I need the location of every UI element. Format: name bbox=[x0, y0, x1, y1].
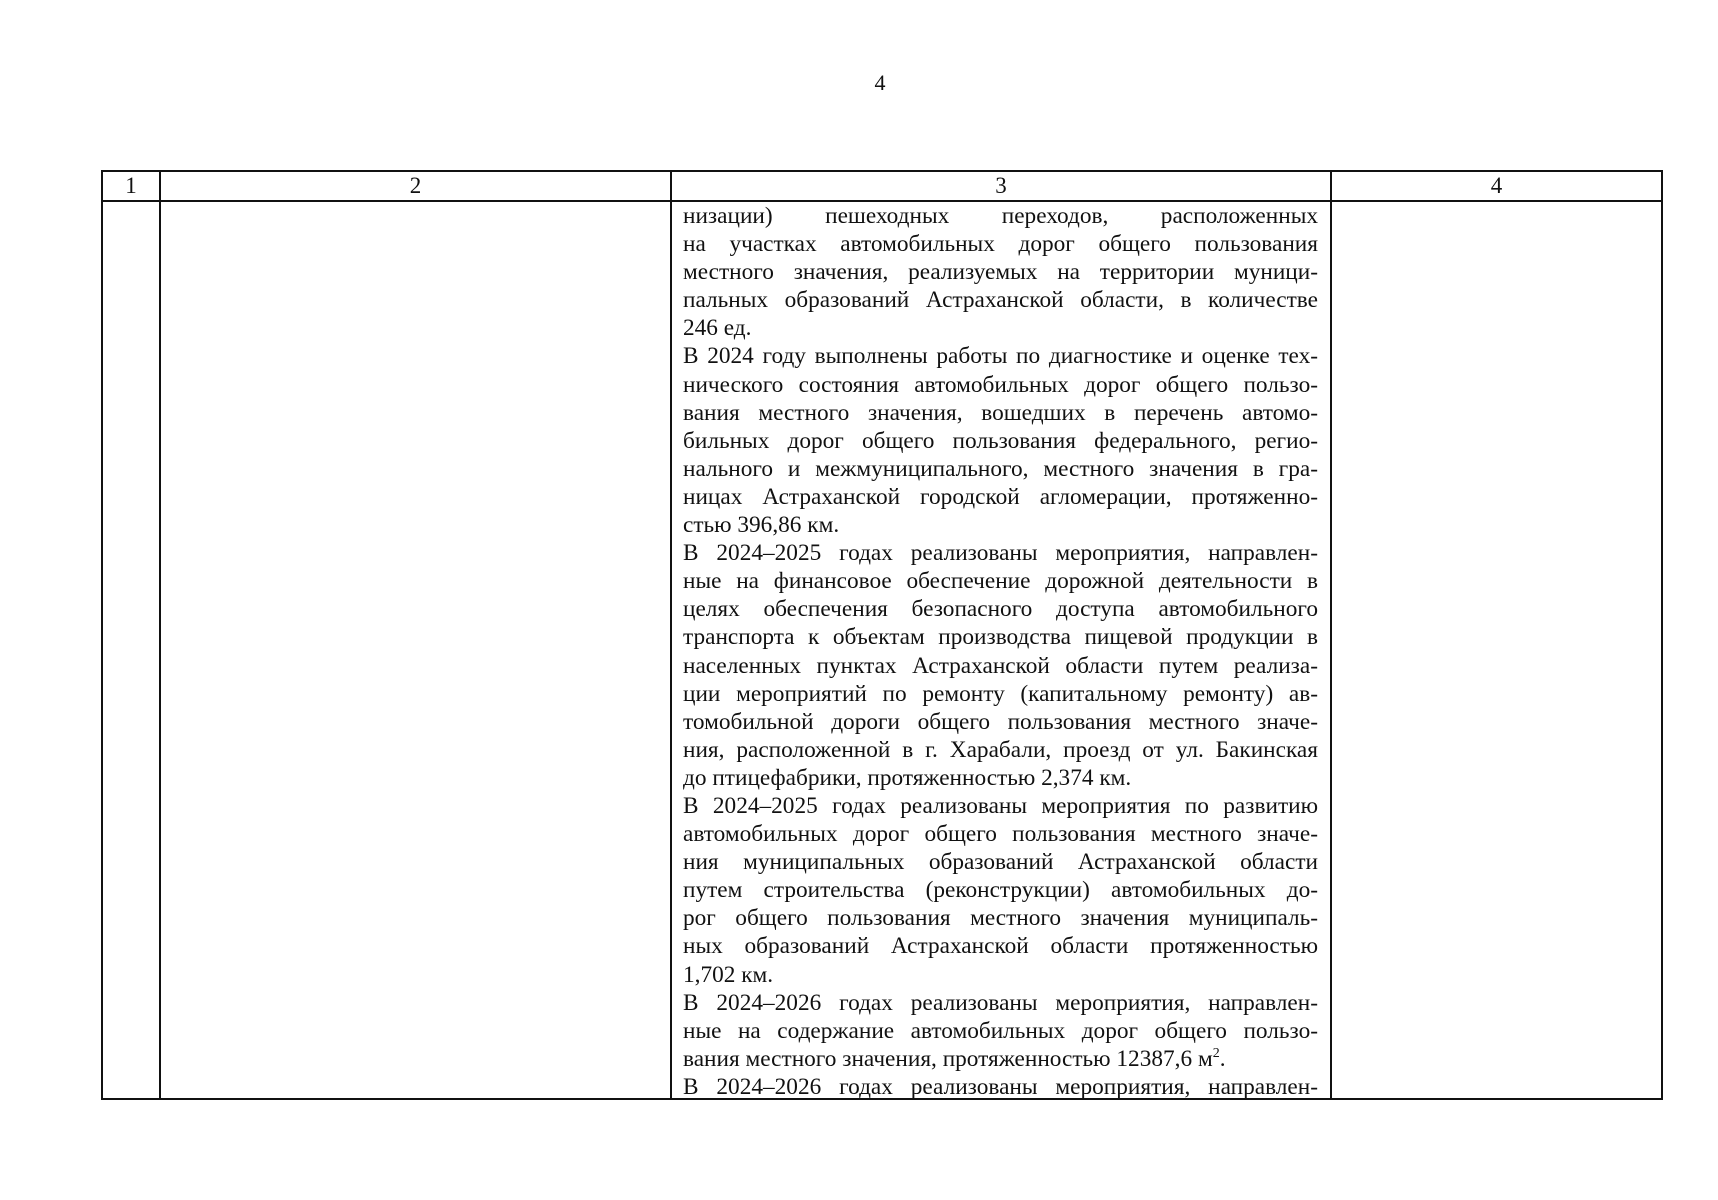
text-line-content: населенных пунктах Астраханской области путем реализа- bbox=[683, 652, 1318, 679]
text-line bbox=[683, 961, 1318, 989]
text-line bbox=[683, 764, 1318, 792]
text-line bbox=[683, 708, 1318, 736]
column-header-1: 1 bbox=[103, 172, 161, 202]
text-line-content: бильных дорог общего пользования федерального, регио- bbox=[683, 427, 1318, 454]
text-line-content: местного значения, реализуемых на территории муници- bbox=[683, 259, 1318, 286]
text-line bbox=[683, 511, 1318, 539]
text-line-content: рог общего пользования местного значения муниципаль- bbox=[683, 905, 1318, 932]
text-line-content: на участках автомобильных дорог общего пользования bbox=[683, 231, 1318, 258]
text-line bbox=[683, 399, 1318, 427]
text-line-content: ные на финансовое обеспечение дорожной деятельности в bbox=[683, 568, 1318, 595]
text-line bbox=[683, 371, 1318, 399]
text-line bbox=[683, 904, 1318, 932]
text-line-content: 246 ед. bbox=[683, 315, 752, 342]
text-line-content: 1,702 км. bbox=[683, 961, 774, 988]
superscript: 2 bbox=[1212, 1046, 1220, 1062]
text-line-content: ции мероприятий по ремонту (капитальному ремонту) ав- bbox=[683, 680, 1318, 707]
trailing-punctuation: . bbox=[1219, 1045, 1226, 1072]
text-line bbox=[683, 483, 1318, 511]
text-line bbox=[683, 876, 1318, 904]
text-word: низации) bbox=[683, 203, 773, 229]
text-line-content: В 2024 году выполнены работы по диагностике и оценке тех- bbox=[683, 343, 1318, 370]
text-line bbox=[683, 455, 1318, 483]
text-line bbox=[683, 1045, 1318, 1073]
text-word: расположенных bbox=[1160, 203, 1318, 229]
text-line bbox=[683, 427, 1318, 455]
text-line bbox=[683, 680, 1318, 708]
text-line-content: вания местного значения, протяженностью 12387,6 м bbox=[683, 1045, 1213, 1072]
text-line bbox=[683, 314, 1318, 342]
text-line bbox=[683, 595, 1318, 623]
text-line-content: вания местного значения, вошедших в перечень автомо- bbox=[683, 399, 1318, 426]
text-word: пешеходных bbox=[825, 203, 950, 229]
text-line-content: нического состояния автомобильных дорог общего пользо- bbox=[683, 371, 1318, 398]
text-line bbox=[683, 932, 1318, 960]
text-line bbox=[683, 258, 1318, 286]
page-number: 4 bbox=[874, 70, 886, 95]
column-3-text-cell bbox=[672, 202, 1332, 1098]
text-line-content: ных образований Астраханской области протяженностью bbox=[683, 933, 1318, 960]
column-1-cell bbox=[103, 202, 161, 1098]
text-line-content: автомобильных дорог общего пользования местного значе- bbox=[683, 821, 1318, 848]
text-line-content: томобильной дороги общего пользования местного значе- bbox=[683, 708, 1318, 735]
text-line bbox=[683, 989, 1318, 1017]
text-line bbox=[683, 1017, 1318, 1045]
column-header-4: 4 bbox=[1332, 172, 1661, 202]
text-line bbox=[683, 567, 1318, 595]
text-line bbox=[683, 1073, 1318, 1098]
text-line bbox=[683, 342, 1318, 370]
text-line-content: путем строительства (реконструкции) автомобильных до- bbox=[683, 877, 1318, 904]
column-2-cell bbox=[161, 202, 672, 1098]
text-line-content: нального и межмуниципального, местного значения в гра- bbox=[683, 455, 1318, 482]
text-line bbox=[683, 652, 1318, 680]
text-line-content: ния муниципальных образований Астраханской области bbox=[683, 849, 1318, 876]
text-line bbox=[683, 792, 1318, 820]
text-line-content: В 2024–2025 годах реализованы мероприятия по развитию bbox=[683, 792, 1318, 819]
text-line bbox=[683, 230, 1318, 258]
document-table bbox=[101, 170, 1663, 1100]
column-header-3: 3 bbox=[672, 172, 1332, 202]
text-line-content: стью 396,86 км. bbox=[683, 512, 840, 539]
text-line-content: целях обеспечения безопасного доступа автомобильного bbox=[683, 596, 1318, 623]
text-line-content: ные на содержание автомобильных дорог общего пользо- bbox=[683, 1017, 1318, 1044]
text-line bbox=[683, 820, 1318, 848]
text-line-content: до птицефабрики, протяженностью 2,374 км. bbox=[683, 764, 1132, 791]
text-line-content: В 2024–2026 годах реализованы мероприятия, направлен- bbox=[683, 989, 1318, 1016]
text-line bbox=[683, 286, 1318, 314]
text-line bbox=[683, 848, 1318, 876]
text-line-content: В 2024–2025 годах реализованы мероприятия, направлен- bbox=[683, 540, 1318, 567]
text-line-content: пальных образований Астраханской области, в количестве bbox=[683, 287, 1318, 314]
text-line-content: ницах Астраханской городской агломерации, протяженно- bbox=[683, 483, 1318, 510]
column-4-cell bbox=[1332, 202, 1661, 1098]
text-line-content: транспорта к объектам производства пищевой продукции в bbox=[683, 624, 1318, 651]
text-line bbox=[683, 202, 1318, 230]
text-line-content: В 2024–2026 годах реализованы мероприятия, направлен- bbox=[683, 1073, 1318, 1098]
column-header-2: 2 bbox=[161, 172, 672, 202]
text-line bbox=[683, 623, 1318, 651]
text-word: переходов, bbox=[1001, 203, 1109, 229]
text-line bbox=[683, 539, 1318, 567]
text-line-content: ния, расположенной в г. Харабали, проезд от ул. Бакинская bbox=[683, 736, 1318, 763]
text-line bbox=[683, 736, 1318, 764]
